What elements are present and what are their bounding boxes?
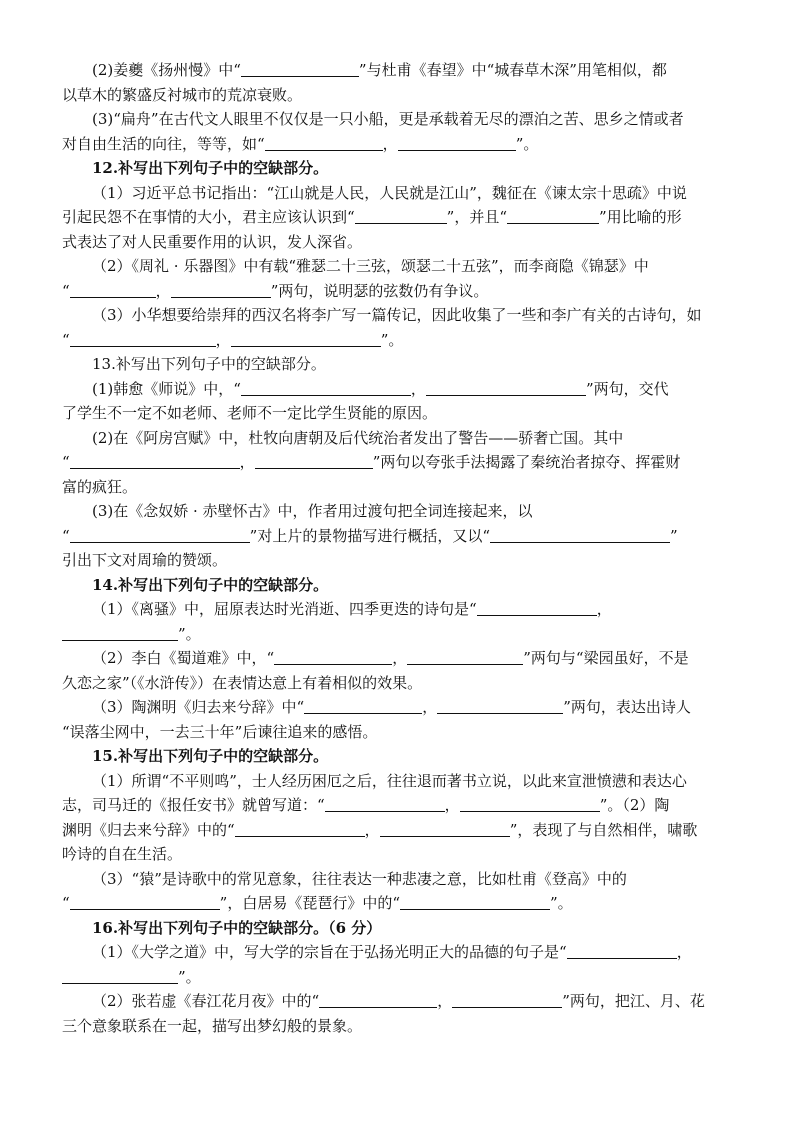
text: “ [62, 281, 70, 300]
q13-3-cont [62, 524, 734, 549]
q15-2-cont [62, 842, 734, 867]
q15-2 [62, 818, 734, 843]
q12-2-cont [62, 279, 734, 304]
answer-blank[interactable] [241, 61, 359, 77]
text: （3）小华想要给崇拜的西汉名将李广写一篇传记，因此收集了一些和李广有关的古诗句，如 [92, 306, 702, 324]
text: “ [62, 894, 70, 912]
answer-blank[interactable] [477, 600, 597, 616]
text: 式表达了对人民重要作用的认识，发人深省。 [62, 232, 363, 251]
text: 引起民怨不在事情的大小，君主应该认识到“ [62, 208, 355, 226]
q11-2-cont [62, 83, 734, 108]
q15-3-cont [62, 891, 734, 916]
text: (2)姜夔《扬州慢》中“ [92, 61, 241, 79]
q14-title: 14.补写出下列句子中的空缺部分。 [92, 575, 329, 594]
answer-blank[interactable] [171, 282, 271, 298]
answer-blank[interactable] [274, 649, 392, 665]
answer-blank[interactable] [490, 527, 670, 543]
q14-3-cont [62, 720, 734, 745]
answer-blank[interactable] [70, 894, 220, 910]
q14-2 [62, 646, 734, 671]
answer-blank[interactable] [460, 796, 600, 812]
answer-blank[interactable] [241, 380, 411, 396]
q14-3 [62, 695, 734, 720]
text: (3)在《念奴娇 · 赤壁怀古》中，作者用过渡句把全词连接起来，以 [92, 502, 533, 520]
q12-3-cont [62, 328, 734, 353]
text: ， [215, 330, 231, 349]
answer-blank[interactable] [255, 453, 373, 469]
answer-blank[interactable] [235, 821, 365, 837]
text: 对自由生活的向往，等等，如“ [62, 134, 265, 153]
answer-blank[interactable] [70, 282, 156, 298]
answer-blank[interactable] [231, 331, 381, 347]
text: 富的疯狂。 [62, 477, 138, 496]
answer-blank[interactable] [70, 331, 216, 347]
text: ”。 [380, 330, 404, 349]
answer-blank[interactable] [507, 208, 599, 224]
answer-blank[interactable] [407, 649, 523, 665]
text: 三个意象联系在一起，描写出梦幻般的景象。 [62, 1016, 363, 1035]
q12-1 [62, 181, 734, 206]
text: ， [422, 698, 438, 716]
text: “ [62, 526, 70, 545]
text: （3）陶渊明《归去来兮辞》中“ [92, 698, 305, 716]
answer-blank[interactable] [319, 992, 437, 1008]
q16-1-cont [62, 965, 734, 990]
answer-blank[interactable] [304, 698, 422, 714]
text: （2）张若虚《春江花月夜》中的“ [92, 992, 320, 1010]
text: (1)韩愈《师说》中，“ [92, 379, 241, 398]
text: ”两句以夸张手法揭露了秦统治者掠夺、挥霍财 [372, 453, 681, 471]
answer-blank[interactable] [62, 625, 178, 641]
text: ”两句，交代 [585, 379, 669, 398]
answer-blank[interactable] [452, 992, 562, 1008]
q12-1-end [62, 230, 734, 255]
answer-blank[interactable] [325, 796, 445, 812]
q12-1-cont [62, 205, 734, 230]
text: 以草木的繁盛反衬城市的荒凉衰败。 [62, 85, 303, 104]
text: 志，司马迁的《报任安书》就曾写道：“ [62, 796, 325, 814]
text: ” [670, 526, 678, 545]
text: ”，表现了与自然相伴，啸歌 [509, 820, 698, 839]
q12-3 [62, 303, 734, 328]
text: ， [444, 796, 460, 814]
text: ， [155, 281, 171, 300]
q12-2 [62, 254, 734, 279]
text: ”，并且“ [446, 208, 508, 226]
text: ”。 [550, 894, 573, 912]
text: ”对上片的景物描写进行概括，又以“ [249, 526, 491, 545]
text: “ [62, 453, 70, 471]
text: ”。 [178, 624, 201, 643]
text: ”两句，把江、月、花 [562, 992, 705, 1010]
text: ， [239, 453, 255, 471]
q13-3 [62, 499, 734, 524]
text: ”两句，表达出诗人 [563, 698, 691, 716]
answer-blank[interactable] [70, 453, 240, 469]
q13-1-cont [62, 401, 734, 426]
q11-2 [62, 58, 734, 83]
answer-blank[interactable] [400, 894, 550, 910]
text: （1）所谓“不平则鸣”，士人经历困厄之后，往往退而著书立说，以此来宣泄愤懑和表达心 [92, 771, 687, 790]
text: ”，白居易《琵琶行》中的“ [219, 894, 401, 912]
answer-blank[interactable] [567, 943, 677, 959]
text: 吟诗的自在生活。 [62, 845, 183, 863]
answer-blank[interactable] [380, 821, 510, 837]
text: ”两句，说明瑟的弦数仍有争议。 [270, 281, 489, 300]
text: ， [410, 379, 426, 398]
text: ， [596, 600, 612, 618]
answer-blank[interactable] [355, 208, 447, 224]
text: ”两句与“梁园虽好，不是 [523, 649, 689, 667]
text: 了学生不一定不如老师、老师不一定比学生贤能的原因。 [62, 404, 438, 422]
text: ”与杜甫《春望》中“城春草木深”用笔相似，都 [358, 61, 667, 79]
text: ， [392, 649, 408, 667]
answer-blank[interactable] [265, 135, 383, 151]
q12-title: 12.补写出下列句子中的空缺部分。 [92, 159, 329, 177]
q13-2 [62, 426, 734, 451]
answer-blank[interactable] [437, 698, 563, 714]
q16-2-cont [62, 1014, 734, 1039]
answer-blank[interactable] [62, 968, 178, 984]
text: 引出下文对周瑜的赞颂。 [62, 551, 228, 569]
q13-2-end [62, 475, 734, 500]
q15-3 [62, 867, 734, 892]
q16-1 [62, 940, 734, 965]
text: “误落尘网中，一去三十年”后谏往追来的感悟。 [62, 722, 378, 741]
q16-title: 16.补写出下列句子中的空缺部分。（6 分） [92, 918, 382, 937]
q14-1 [62, 597, 734, 622]
answer-blank[interactable] [70, 527, 250, 543]
text: ”用比喻的形 [599, 208, 682, 226]
q11-3-cont [62, 132, 734, 157]
answer-blank[interactable] [398, 135, 516, 151]
text: （1）《离骚》中，屈原表达时光消逝、四季更迭的诗句是“ [92, 600, 477, 618]
q15-1-cont [62, 793, 734, 818]
text: （2）李白《蜀道难》中，“ [92, 649, 275, 667]
text: (3)“扁舟”在古代文人眼里不仅仅是一只小船，更是承载着无尽的漂泊之苦、思乡之情或者 [92, 110, 684, 128]
text: （3）“猿”是诗歌中的常见意象，往往表达一种悲凄之意，比如杜甫《登高》中的 [92, 869, 627, 888]
q14-1-cont [62, 622, 734, 647]
q11-3 [62, 107, 734, 132]
answer-blank[interactable] [426, 380, 586, 396]
text: “ [62, 330, 70, 349]
q14-2-cont [62, 671, 734, 696]
q13-title: 13.补写出下列句子中的空缺部分。 [92, 355, 326, 373]
text: 渊明《归去来兮辞》中的“ [62, 820, 235, 839]
text: ”。 [515, 134, 539, 153]
text: ， [364, 820, 380, 839]
text: 久恋之家”（《水浒传》）在表情达意上有着相似的效果。 [62, 673, 423, 692]
text: (2)在《阿房宫赋》中，杜牧向唐朝及后代统治者发出了警告——骄奢亡国。其中 [92, 428, 624, 447]
q15-title: 15.补写出下列句子中的空缺部分。 [92, 747, 329, 765]
q13-3-end [62, 548, 734, 573]
q15-1 [62, 769, 734, 794]
text: ”。（2）陶 [599, 796, 670, 814]
text: ， [437, 992, 453, 1010]
text: ”。 [178, 967, 201, 986]
q13-1 [62, 377, 734, 402]
text: ， [676, 943, 692, 961]
text: （1）习近平总书记指出：“江山就是人民，人民就是江山”，魏征在《谏太宗十思疏》中说 [92, 183, 687, 202]
text: （2）《周礼 · 乐器图》中有载“雅瑟二十三弦，颂瑟二十五弦”，而李商隐《锦瑟》中 [92, 257, 649, 275]
text: ， [382, 134, 398, 153]
q13-2-cont [62, 450, 734, 475]
text: （1）《大学之道》中，写大学的宗旨在于弘扬光明正大的品德的句子是“ [92, 943, 567, 961]
q16-2 [62, 989, 734, 1014]
